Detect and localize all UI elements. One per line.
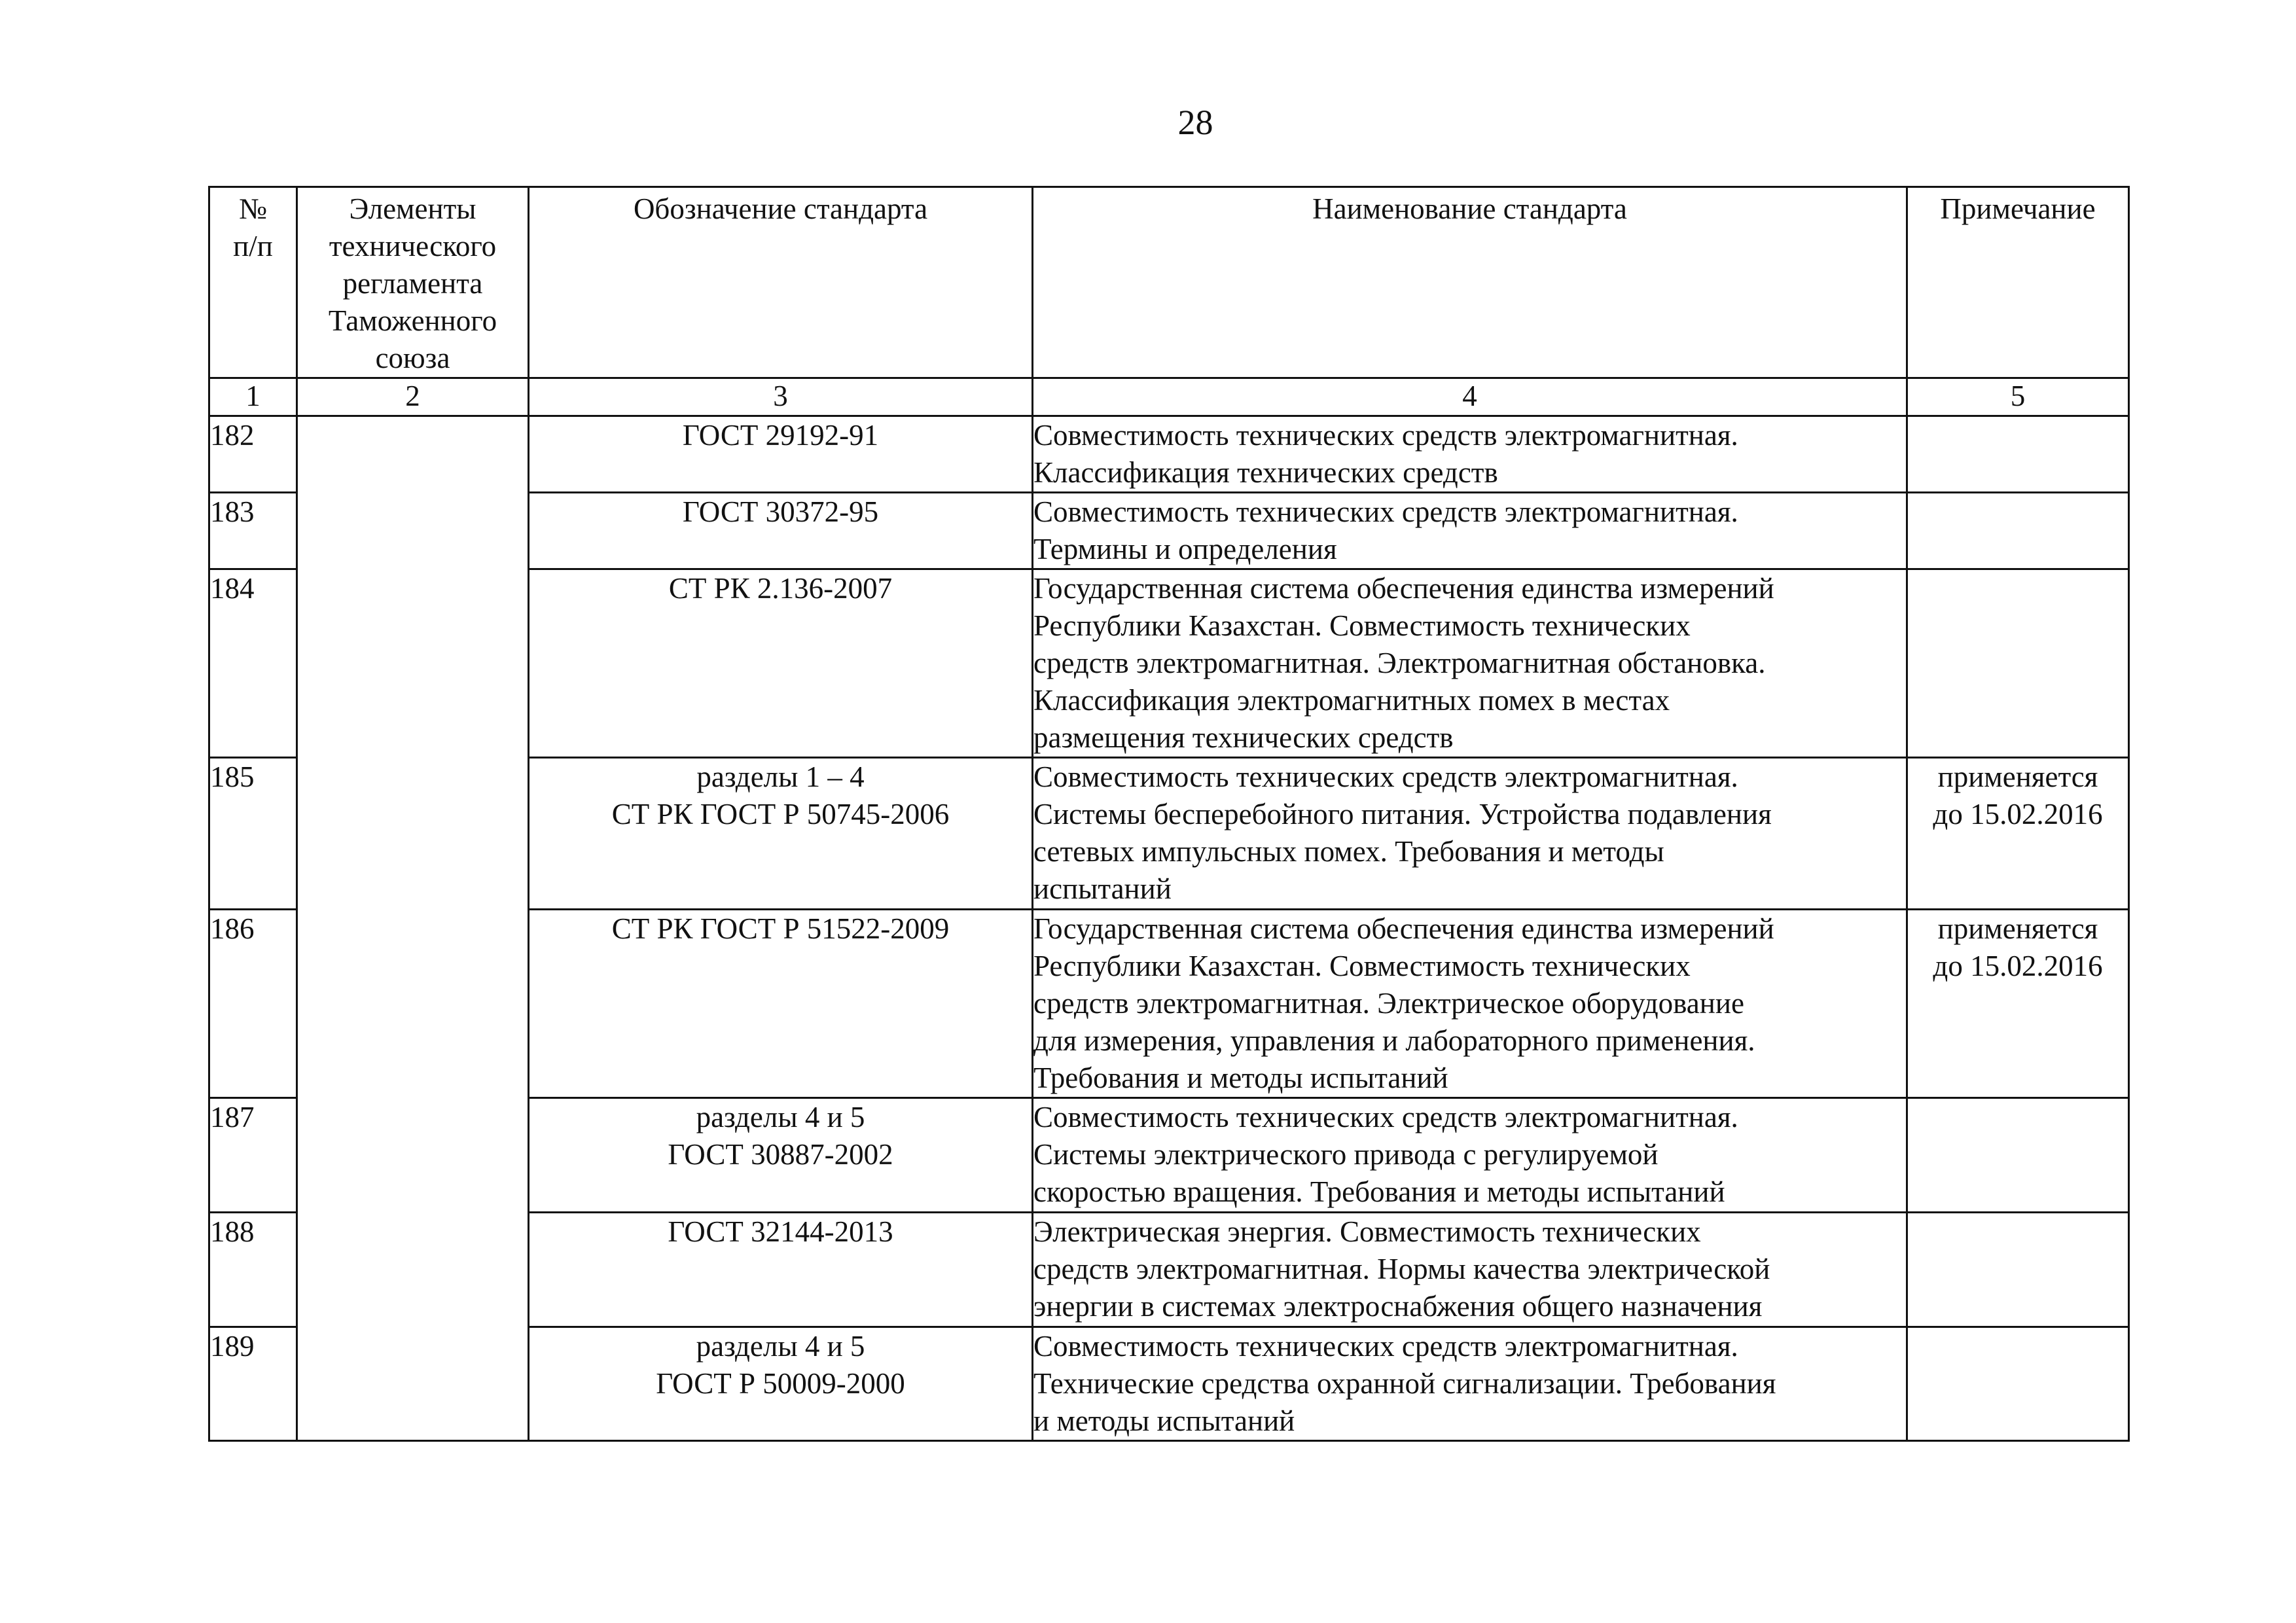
header-note: Примечание [1907,187,2129,378]
standard-code: разделы 1 – 4 СТ РК ГОСТ Р 50745-2006 [529,758,1033,910]
standard-name: Государственная система обеспечения единства измерений Республики Казахстан. Совместимость технических средств электромагнитная. Электромагнитная обстановка. Классификация электромагнитных помех в местах размещения технических средств [1033,569,1907,758]
standard-code: СТ РК 2.136-2007 [529,569,1033,758]
note-cell [1907,1098,2129,1213]
column-number: 5 [1907,378,2129,416]
note-cell [1907,493,2129,569]
note-cell: применяется до 15.02.2016 [1907,910,2129,1098]
row-number: 184 [209,569,297,758]
header-number: № п/п [209,187,297,378]
header-standard-code: Обозначение стандарта [529,187,1033,378]
page-number: 28 [1177,103,1213,142]
column-numbers-row [209,378,2129,416]
note-cell [1907,1327,2129,1441]
standard-name: Совместимость технических средств электромагнитная. Системы бесперебойного питания. Устройства подавления сетевых импульсных помех. Требования и методы испытаний [1033,758,1907,910]
standards-table [208,186,2130,1442]
column-number: 1 [209,378,297,416]
note-cell [1907,1213,2129,1327]
standard-code: ГОСТ 30372-95 [529,493,1033,569]
standard-name: Государственная система обеспечения единства измерений Республики Казахстан. Совместимость технических средств электромагнитная. Электрическое оборудование для измерения, управления и лабораторного применения. Требования и методы испытаний [1033,910,1907,1098]
column-number: 4 [1033,378,1907,416]
standard-name: Совместимость технических средств электромагнитная. Термины и определения [1033,493,1907,569]
note-cell [1907,569,2129,758]
note-cell: применяется до 15.02.2016 [1907,758,2129,910]
column-number: 3 [529,378,1033,416]
regulation-elements-cell [297,416,529,1441]
row-number: 183 [209,493,297,569]
header-standard-name: Наименование стандарта [1033,187,1907,378]
table-row [209,416,2129,493]
row-number: 188 [209,1213,297,1327]
standard-code: ГОСТ 32144-2013 [529,1213,1033,1327]
standard-name: Совместимость технических средств электромагнитная. Классификация технических средств [1033,416,1907,493]
row-number: 187 [209,1098,297,1213]
header-regulation-elements: Элементы технического регламента Таможенного союза [297,187,529,378]
row-number: 189 [209,1327,297,1441]
row-number: 186 [209,910,297,1098]
note-cell [1907,416,2129,493]
standard-code: разделы 4 и 5 ГОСТ Р 50009-2000 [529,1327,1033,1441]
standard-name: Совместимость технических средств электромагнитная. Технические средства охранной сигнализации. Требования и методы испытаний [1033,1327,1907,1441]
standard-code: ГОСТ 29192-91 [529,416,1033,493]
standard-name: Совместимость технических средств электромагнитная. Системы электрического привода с регулируемой скоростью вращения. Требования и методы испытаний [1033,1098,1907,1213]
standard-code: СТ РК ГОСТ Р 51522-2009 [529,910,1033,1098]
row-number: 182 [209,416,297,493]
column-number: 2 [297,378,529,416]
standard-code: разделы 4 и 5 ГОСТ 30887-2002 [529,1098,1033,1213]
table-header-row [209,187,2129,378]
row-number: 185 [209,758,297,910]
standard-name: Электрическая энергия. Совместимость технических средств электромагнитная. Нормы качества электрической энергии в системах электроснабжения общего назначения [1033,1213,1907,1327]
